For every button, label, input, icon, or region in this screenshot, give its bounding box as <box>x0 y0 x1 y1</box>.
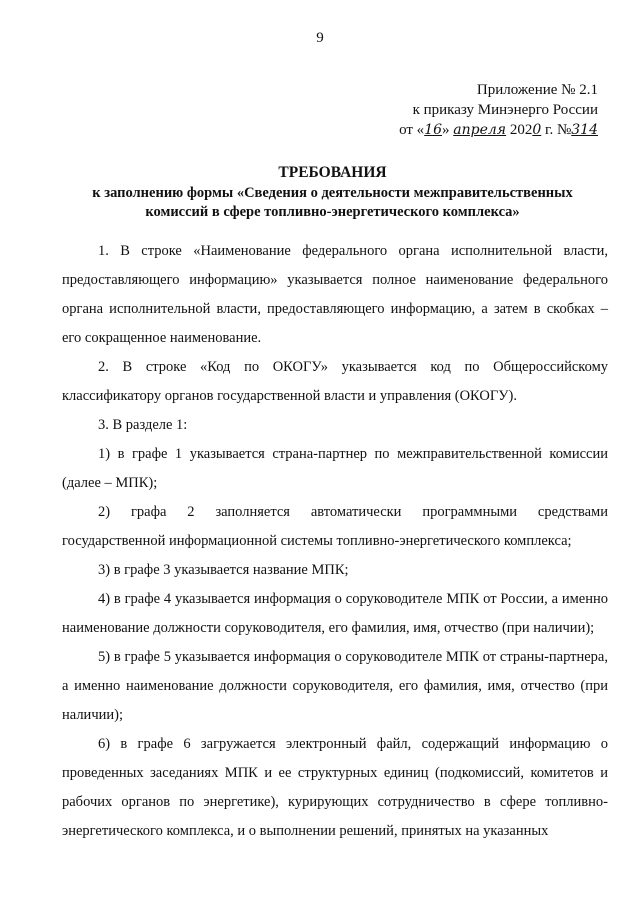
appendix-line-1: Приложение № 2.1 <box>476 82 598 98</box>
handwritten-year-digit: 0 <box>532 122 542 138</box>
handwritten-day: 16 <box>424 122 443 138</box>
title-main: ТРЕБОВАНИЯ <box>278 164 387 181</box>
document-title <box>60 163 605 222</box>
appendix-year-prefix: 202 <box>509 122 533 138</box>
appendix-line-2: к приказу Минэнерго России <box>412 102 598 118</box>
document-body <box>62 237 608 846</box>
handwritten-order-number: 314 <box>571 122 598 138</box>
paragraph-5: 2) графа 2 заполняется автоматически программными средствами государственной информационной системы топливно-энергетического комплекса; <box>62 504 608 549</box>
paragraph-7: 4) в графе 4 указывается информация о соруководителе МПК от России, а именно наименование должности соруководителя, его фамилия, имя, отчество (при наличии); <box>62 591 608 636</box>
appendix-quote-close: » <box>442 122 450 138</box>
paragraph-4: 1) в графе 1 указывается страна-партнер по межправительственной комиссии (далее – МПК); <box>62 446 608 491</box>
page-number: 9 <box>316 30 324 46</box>
appendix-header <box>338 80 598 140</box>
paragraph-9: 6) в графе 6 загружается электронный файл, содержащий информацию о проведенных заседаниях МПК и ее структурных единиц (подкомиссий, комитетов и рабочих органов по энергетике), курирующих сотрудничество в сфере топливно-энергетического комплекса, и о выполнении решений, принятых на указанных <box>62 736 608 839</box>
paragraph-3: 3. В разделе 1: <box>98 417 188 433</box>
title-subtitle: к заполнению формы «Сведения о деятельности межправительственных комиссий в сфере топливно-энергетического комплекса» <box>92 185 573 220</box>
appendix-prefix: от « <box>399 122 425 138</box>
paragraph-6: 3) в графе 3 указывается название МПК; <box>98 562 349 578</box>
paragraph-8: 5) в графе 5 указывается информация о соруководителе МПК от страны-партнера, а именно наименование должности соруководителя, его фамилия, имя, отчество (при наличии); <box>62 649 608 723</box>
handwritten-month: апреля <box>453 122 507 138</box>
paragraph-2: 2. В строке «Код по ОКОГУ» указывается код по Общероссийскому классификатору органов государственной власти и управления (ОКОГУ). <box>62 359 608 404</box>
appendix-order-label: г. № <box>544 122 572 138</box>
appendix-line-3 <box>338 120 598 140</box>
paragraph-1: 1. В строке «Наименование федерального органа исполнительной власти, предоставляющего информацию» указывается полное наименование федерального органа исполнительной власти, предоставляющего информацию, а затем в скобках – его сокращенное наименование. <box>62 243 608 346</box>
